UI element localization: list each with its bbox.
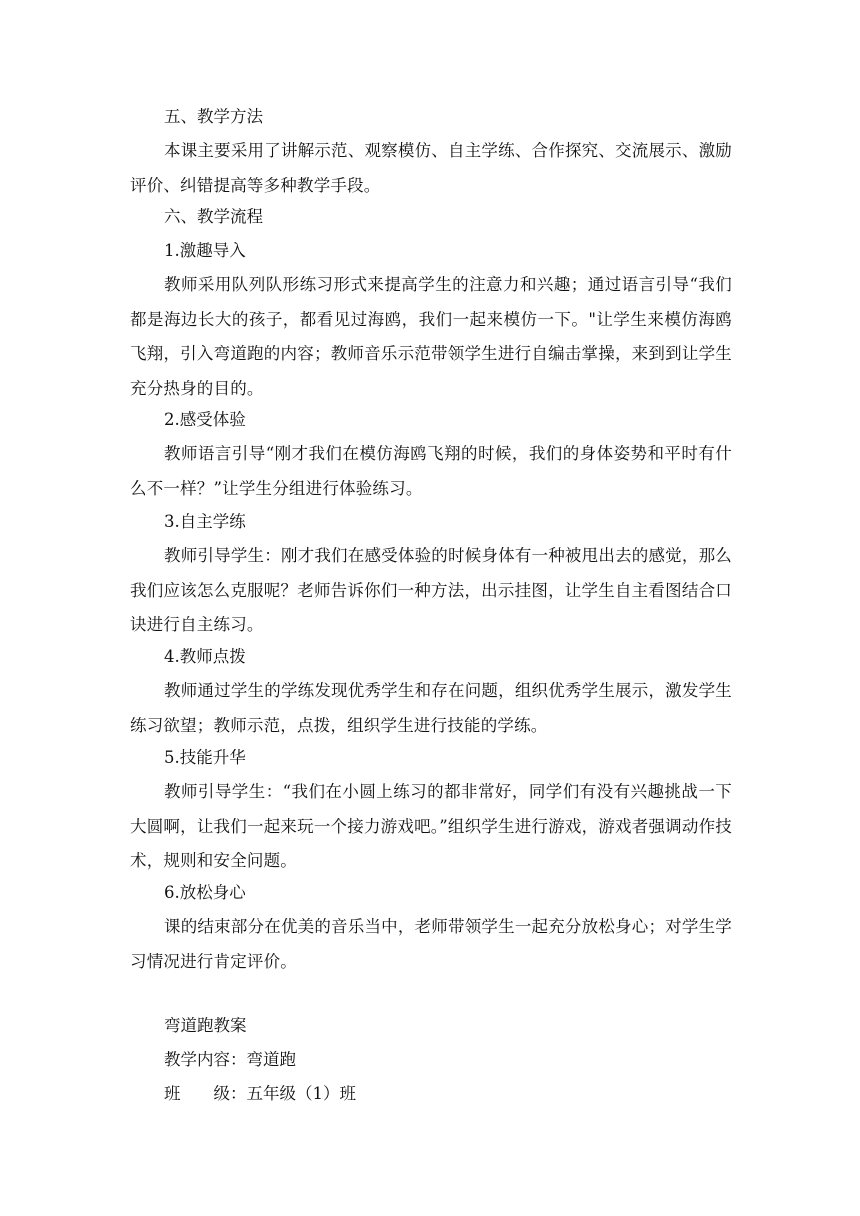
step-body-4: 教师通过学生的学练发现优秀学生和存在问题，组织优秀学生展示，激发学生练习欲望；教师示范，点拨，组织学生进行技能的学练。	[130, 681, 732, 735]
lesson-content-row	[164, 1043, 296, 1078]
methods-paragraph: 本课主要采用了讲解示范、观察模仿、自主学练、合作探究、交流展示、激励评价、纠错提高等多种教学手段。	[130, 141, 732, 195]
step-body-3: 教师引导学生：刚才我们在感受体验的时候身体有一种被甩出去的感觉，那么我们应该怎么克服呢？老师告诉你们一种方法，出示挂图，让学生自主看图结合口诀进行自主练习。	[130, 546, 732, 634]
lesson-plan-title: 弯道跑教案	[164, 1016, 247, 1035]
step-title-3: 3.自主学练	[164, 512, 246, 531]
lesson-class-label: 班 级：	[164, 1084, 247, 1103]
step-title-6: 6.放松身心	[164, 883, 246, 902]
step-title-5: 5.技能升华	[164, 748, 246, 767]
section-heading-process: 六、教学流程	[164, 207, 263, 226]
step-body-6: 课的结束部分在优美的音乐当中，老师带领学生一起充分放松身心；对学生学习情况进行肯定评价。	[130, 917, 732, 971]
step-title-1: 1.激趣导入	[164, 241, 246, 260]
step-body-5: 教师引导学生：“我们在小圆上练习的都非常好，同学们有没有兴趣挑战一下大圆啊，让我们一起来玩一个接力游戏吧。”组织学生进行游戏，游戏者强调动作技术，规则和安全问题。	[130, 782, 732, 870]
section-heading-methods: 五、教学方法	[164, 107, 263, 126]
step-title-2: 2.感受体验	[164, 410, 246, 429]
step-body-1: 教师采用队列队形练习形式来提高学生的注意力和兴趣；通过语言引导“我们都是海边长大的孩子，都看见过海鸥，我们一起来模仿一下。"让学生来模仿海鸥飞翔，引入弯道跑的内容；教师音乐示范带领学生进行自编击掌操，来到到让学生充分热身的目的。	[130, 275, 732, 398]
lesson-class-value: 五年级（1）班	[246, 1084, 356, 1103]
lesson-content-label: 教学内容：	[164, 1050, 247, 1069]
step-body-2: 教师语言引导“刚才我们在模仿海鸥飞翔的时候，我们的身体姿势和平时有什么不一样？”让学生分组进行体验练习。	[130, 444, 732, 498]
lesson-content-value: 弯道跑	[246, 1050, 296, 1069]
lesson-class-row	[164, 1077, 356, 1112]
step-title-4: 4.教师点拨	[164, 647, 246, 666]
